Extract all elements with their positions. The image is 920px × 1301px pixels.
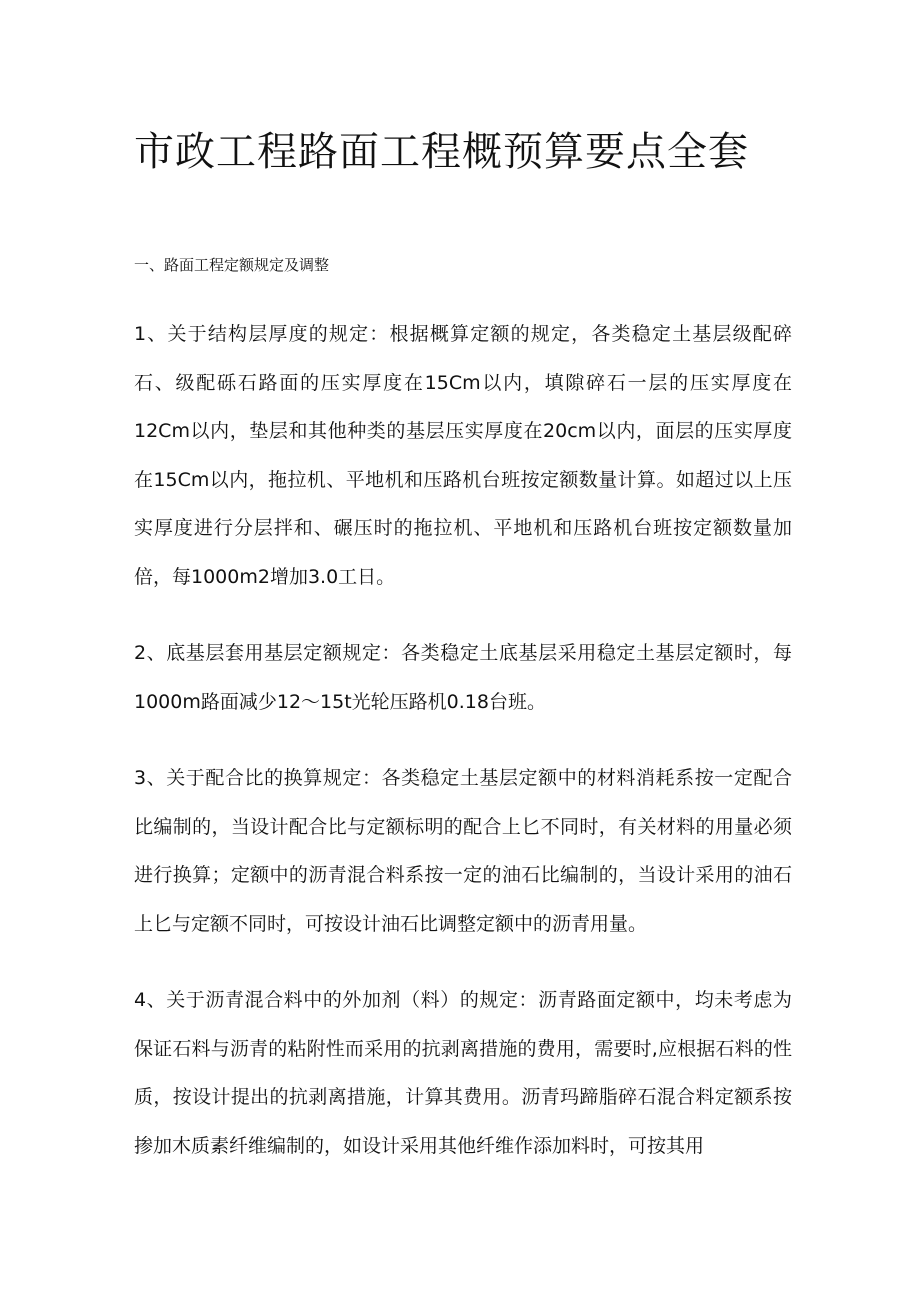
paragraph-2: 2、底基层套用基层定额规定：各类稳定土底基层采用稳定土基层定额时，每1000m路面减少12～15t光轮压路机0.18台班。 — [134, 642, 792, 713]
paragraph-1: 1、关于结构层厚度的规定：根据概算定额的规定，各类稳定土基层级配碎石、级配砾石路面的压实厚度在15Cm以内，填隙碎石一层的压实厚度在12Cm以内，垫层和其他种类的基层压实厚度在20cm以内，面层的压实厚度在15Cm以内，拖拉机、平地机和压路机台班按定额数量计算。如超过以上压实厚度进行分层拌和、碾压时的拖拉机、平地机和压路机台班按定额数量加倍，每1000m2增加3.0工日。 — [134, 323, 792, 588]
document-title: 市政工程路面工程概预算要点全套 — [134, 129, 749, 175]
paragraph-3: 3、关于配合比的换算规定：各类稳定土基层定额中的材料消耗系按一定配合比编制的，当设计配合比与定额标明的配合上匕不同时，有关材料的用量必须进行换算；定额中的沥青混合料系按一定的油石比编制的，当设计采用的油石上匕与定额不同时，可按设计油石比调整定额中的沥青用量。 — [134, 767, 792, 935]
section-heading: 一、路面工程定额规定及调整 — [134, 256, 330, 274]
paragraph-4: 4、关于沥青混合料中的外加剂（料）的规定：沥青路面定额中，均未考虑为保证石料与沥青的粘附性而采用的抗剥离措施的费用，需要时,应根据石料的性质，按设计提出的抗剥离措施，计算其费用。沥青玛蹄脂碎石混合料定额系按掺加木质素纤维编制的，如设计采用其他纤维作添加料时，可按其用 — [134, 989, 792, 1157]
